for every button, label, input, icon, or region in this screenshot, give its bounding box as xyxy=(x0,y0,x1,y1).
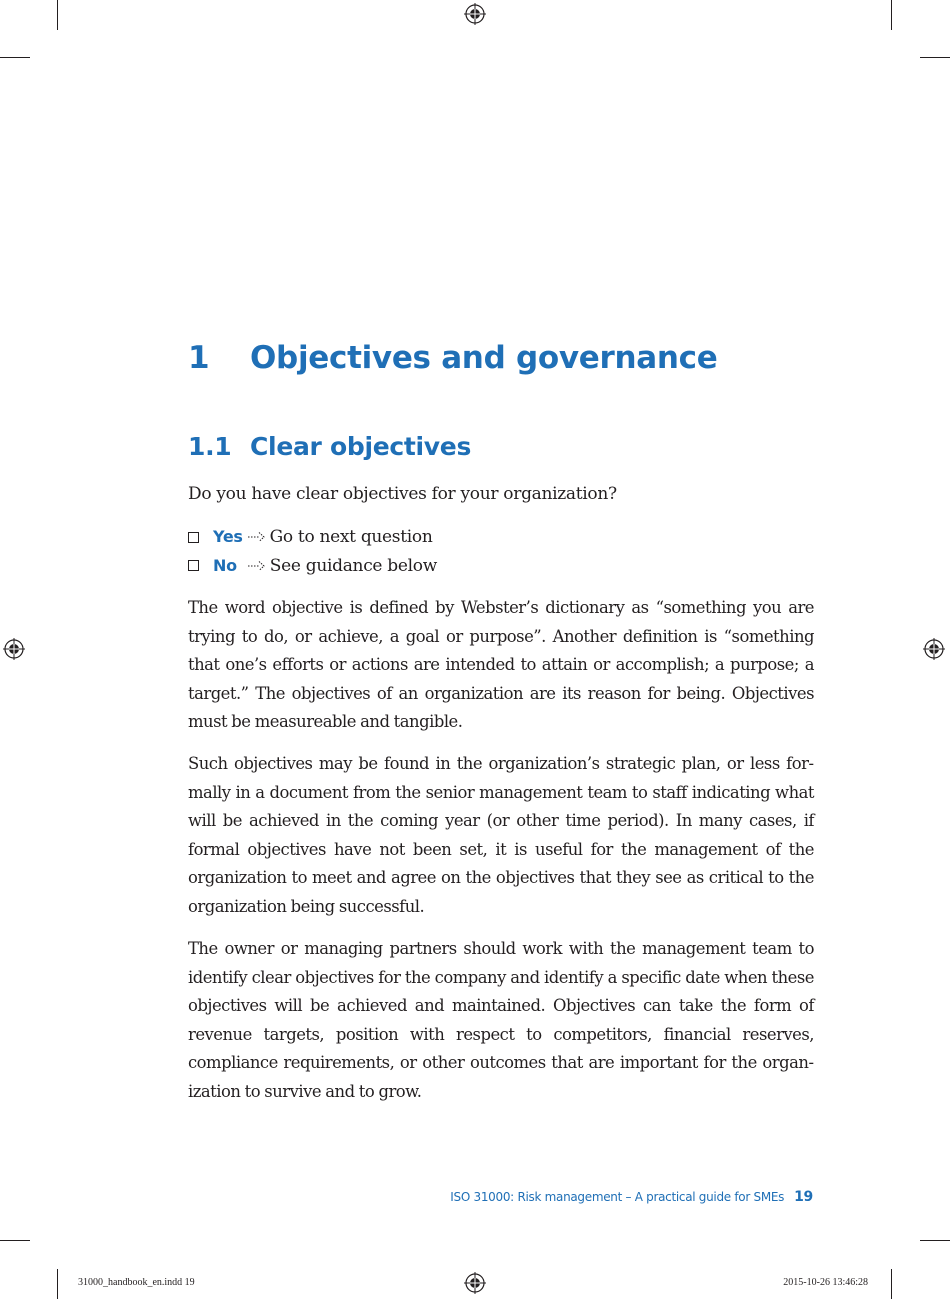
option-no[interactable] xyxy=(188,552,437,581)
registration-mark-icon xyxy=(464,1272,486,1294)
dotted-arrow-icon xyxy=(247,531,267,543)
section-number: 1.1 xyxy=(188,432,232,461)
crop-mark-top-right xyxy=(891,0,892,30)
option-yes-label: Yes xyxy=(213,527,243,546)
question-text: Do you have clear objectives for your organization? xyxy=(188,484,617,504)
paragraph-strategic-plan: Such objectives may be found in the organization’s strategic plan, or less formally in a document from the senior management team to staff indicating what will be achieved in the coming year (or other time period). In many cases, if formal objectives have not been set, it is useful for the management of the organization to meet and agree on the objectives that they see as critical to the organization being successful. xyxy=(188,754,814,916)
dotted-arrow-icon xyxy=(247,560,267,572)
chapter-number: 1 xyxy=(188,340,210,376)
running-footer xyxy=(450,1189,813,1205)
crop-mark-bottom-right xyxy=(891,1269,892,1299)
option-yes[interactable] xyxy=(188,523,437,552)
checkbox-no[interactable] xyxy=(188,560,199,571)
slug-filename: 31000_handbook_en.indd 19 xyxy=(78,1277,195,1288)
chapter-title: Objectives and governance xyxy=(250,340,718,376)
crop-mark-top-left xyxy=(0,57,30,58)
paragraph-definition: The word objective is defined by Webster’s dictionary as “something you are trying to do, or achieve, a goal or purpose”. Another definition is “something that one’s efforts or actions are intended to attain or accomplish; a purpose; a target.” The objectives of an organization are its reason for being. Objectives must be measureable and tangible. xyxy=(188,598,814,732)
registration-mark-icon xyxy=(3,638,25,660)
chapter-heading xyxy=(188,340,717,376)
option-yes-text: Go to next question xyxy=(269,527,433,547)
checkbox-yes[interactable] xyxy=(188,532,199,543)
running-title: ISO 31000: Risk management – A practical guide for SMEs xyxy=(450,1190,785,1204)
option-no-text: See guidance below xyxy=(269,555,437,576)
registration-mark-icon xyxy=(464,3,486,25)
crop-mark-top-left xyxy=(57,0,58,30)
section-title: Clear objectives xyxy=(250,432,472,461)
option-no-label: No xyxy=(213,555,237,575)
page-number: 19 xyxy=(794,1189,813,1205)
slug-timestamp: 2015-10-26 13:46:28 xyxy=(783,1277,868,1288)
crop-mark-bottom-left xyxy=(0,1240,30,1241)
paragraph-management-team: The owner or managing partners should work with the management team to identify clear objectives for the company and identify a specific date when these objectives will be achieved and maintained. Objectives can take the form of revenue targets, position with respect to competitors, financial reserves, compliance requirements, or other outcomes that are important for the organization to survive and to grow. xyxy=(188,939,814,1101)
crop-mark-bottom-right xyxy=(920,1240,950,1241)
crop-mark-bottom-left xyxy=(57,1269,58,1299)
registration-mark-icon xyxy=(923,638,945,660)
section-heading xyxy=(188,432,471,461)
answer-options xyxy=(188,523,437,580)
crop-mark-top-right xyxy=(920,57,950,58)
